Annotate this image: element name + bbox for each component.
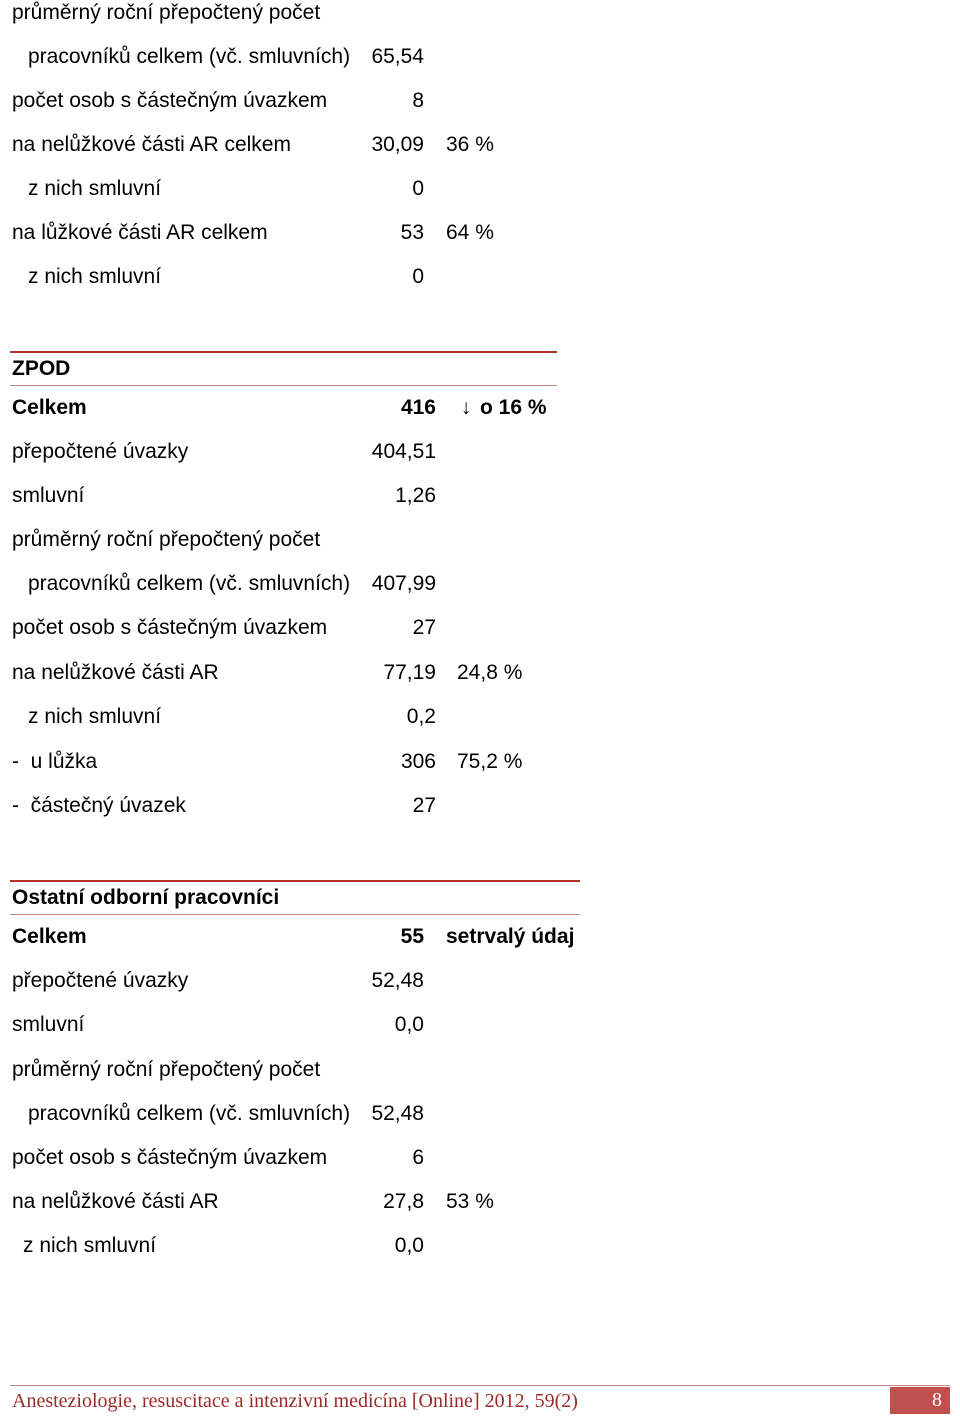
inpatient-contract-value: 0 [412, 265, 424, 288]
section-heading: ZPOD [12, 357, 71, 380]
total-note: setrvalý údaj [446, 925, 575, 948]
down-arrow-icon: ↓ [460, 396, 472, 419]
change-indicator [458, 397, 547, 418]
footer-rule [10, 1385, 950, 1386]
fte-value: 404,51 [371, 440, 436, 463]
section-heading: Ostatní odborní pracovníci [12, 886, 280, 909]
avg-value: 65,54 [371, 45, 424, 68]
beds-value: 306 [400, 750, 436, 773]
partial-label: - částečný úvazek [12, 794, 186, 817]
avg-label-line1: průměrný roční přepočtený počet [12, 528, 321, 551]
inpatient-label: na lůžkové části AR celkem [12, 221, 268, 244]
outpatient-label: na nelůžkové části AR [12, 661, 219, 684]
total-label: Celkem [12, 925, 87, 948]
outpatient-label: na nelůžkové části AR [12, 1190, 219, 1213]
footer-citation: Anesteziologie, resuscitace a intenzivní medicína [Online] 2012, 59(2) [12, 1390, 578, 1412]
outpatient-value: 27,8 [383, 1190, 424, 1213]
section-rule-top [10, 880, 580, 882]
partial-value: 27 [412, 794, 436, 817]
beds-percent: 75,2 % [457, 750, 523, 773]
outpatient-value: 77,19 [383, 661, 436, 684]
part-time-value: 6 [412, 1146, 424, 1169]
outpatient-contract-value: 0,2 [406, 705, 436, 728]
part-time-value: 27 [412, 616, 436, 639]
avg-label-line2: pracovníků celkem (vč. smluvních) [28, 45, 351, 68]
avg-label-line1: průměrný roční přepočtený počet [12, 1058, 321, 1081]
part-time-label: počet osob s částečným úvazkem [12, 89, 328, 112]
outpatient-percent: 36 % [446, 133, 494, 156]
fte-value: 52,48 [371, 969, 424, 992]
outpatient-contract-value: 0,0 [394, 1234, 424, 1257]
outpatient-contract-label: z nich smluvní [23, 1234, 157, 1257]
outpatient-percent: 24,8 % [457, 661, 523, 684]
outpatient-contract-label: z nich smluvní [28, 177, 162, 200]
section-rule-top [10, 351, 557, 353]
contract-value: 0,0 [394, 1013, 424, 1036]
fte-label: přepočtené úvazky [12, 440, 189, 463]
part-time-value: 8 [412, 89, 424, 112]
inpatient-value: 53 [400, 221, 424, 244]
outpatient-contract-value: 0 [412, 177, 424, 200]
contract-value: 1,26 [395, 484, 436, 507]
outpatient-label: na nelůžkové části AR celkem [12, 133, 291, 156]
beds-label: - u lůžka [12, 750, 98, 773]
avg-value: 407,99 [371, 572, 436, 595]
avg-value: 52,48 [371, 1102, 424, 1125]
section-rule-bottom [10, 914, 580, 915]
avg-label-line2: pracovníků celkem (vč. smluvních) [28, 572, 351, 595]
fte-label: přepočtené úvazky [12, 969, 189, 992]
contract-label: smluvní [12, 484, 85, 507]
total-label: Celkem [12, 396, 87, 419]
contract-label: smluvní [12, 1013, 85, 1036]
change-text: o 16 % [480, 396, 547, 419]
part-time-label: počet osob s částečným úvazkem [12, 1146, 328, 1169]
avg-label-line1: průměrný roční přepočtený počet [12, 1, 321, 24]
part-time-label: počet osob s částečným úvazkem [12, 616, 328, 639]
avg-label-line2: pracovníků celkem (vč. smluvních) [28, 1102, 351, 1125]
page-number: 8 [890, 1387, 950, 1414]
outpatient-percent: 53 % [446, 1190, 494, 1213]
inpatient-contract-label: z nich smluvní [28, 265, 162, 288]
outpatient-contract-label: z nich smluvní [28, 705, 162, 728]
section-rule-bottom [10, 385, 557, 386]
total-value: 416 [400, 396, 436, 419]
outpatient-value: 30,09 [371, 133, 424, 156]
total-value: 55 [400, 925, 424, 948]
inpatient-percent: 64 % [446, 221, 494, 244]
